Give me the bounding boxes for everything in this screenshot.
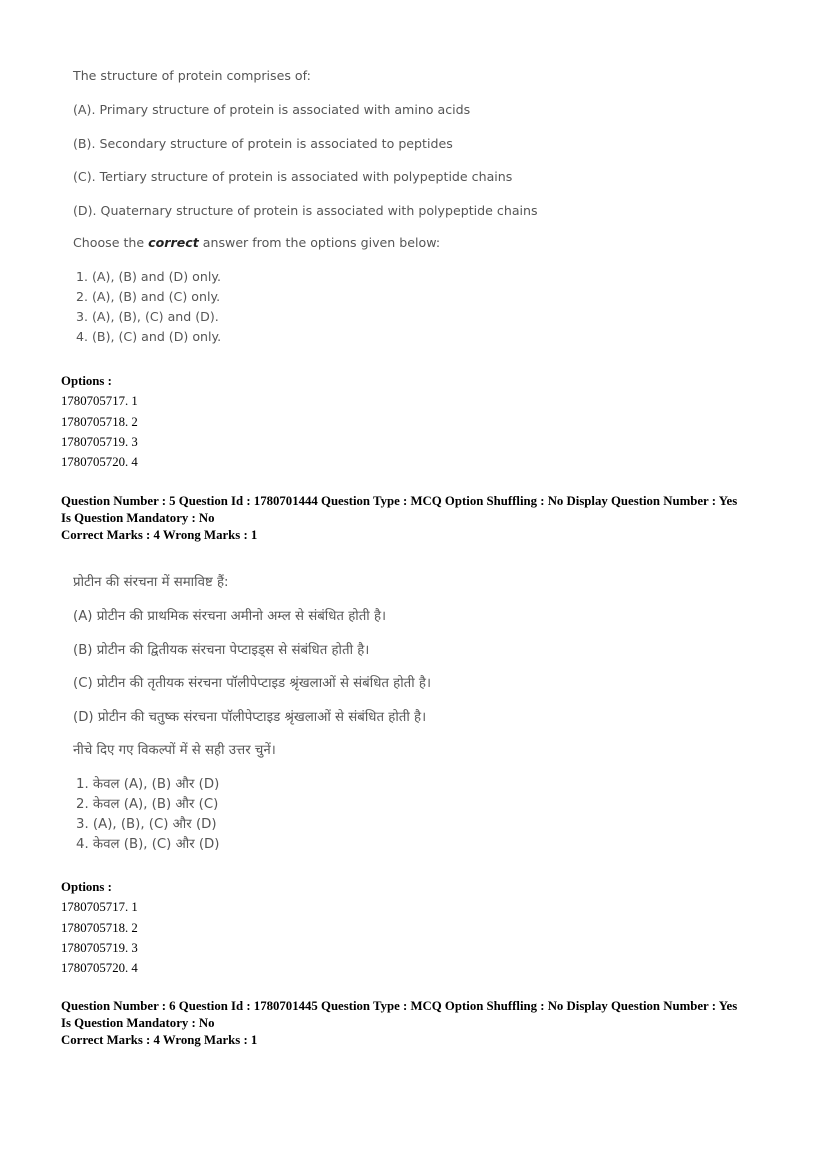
option-id: 1780705720. 4 [61,455,138,470]
option-id: 1780705718. 2 [61,414,138,429]
question-5-options [61,877,138,978]
question-6-meta [61,998,737,1049]
choice-4: 4. केवल (B), (C) और (D) [76,837,220,852]
choice-2: 2. केवल (A), (B) और (C) [76,797,219,812]
choice-3: 3. (A), (B), (C) and (D). [76,309,219,324]
choice-2: 2. (A), (B) and (C) only. [76,289,221,304]
choice-1: 1. (A), (B) and (D) only. [76,269,222,284]
option-id: 1780705717. 1 [61,900,138,915]
option-id: 1780705718. 2 [61,920,138,935]
question-5-stem: प्रोटीन की संरचना में समाविष्ट हैं: [73,575,229,590]
question-4-instruction: Choose the correct answer from the options given below: [73,235,441,250]
statement-a: (A) प्रोटीन की प्राथमिक संरचना अमीनो अम्ल से संबंधित होती है। [73,609,387,624]
question-4-options [61,371,138,472]
choice-3: 3. (A), (B), (C) और (D) [76,817,217,832]
option-id: 1780705720. 4 [61,961,138,976]
options-header: Options : [61,880,112,894]
statement-d: (D). Quaternary structure of protein is associated with polypeptide chains [73,203,538,218]
question-4-stem: The structure of protein comprises of: [73,68,311,83]
question-5-meta [61,493,737,544]
statement-a: (A). Primary structure of protein is associated with amino acids [73,102,471,117]
options-header: Options : [61,374,112,388]
option-id: 1780705719. 3 [61,434,138,449]
option-id: 1780705719. 3 [61,940,138,955]
question-5-marks: Correct Marks : 4 Wrong Marks : 1 [61,528,258,542]
statement-c: (C) प्रोटीन की तृतीयक संरचना पॉलीपेप्टाइड श्रृंखलाओं से संबंधित होती है। [73,676,432,691]
question-6-marks: Correct Marks : 4 Wrong Marks : 1 [61,1033,258,1047]
question-5-header: Question Number : 5 Question Id : 1780701444 Question Type : MCQ Option Shuffling : No Display Question Number : Yes [61,494,738,508]
statement-b: (B). Secondary structure of protein is associated to peptides [73,136,453,151]
choice-4: 4. (B), (C) and (D) only. [76,329,222,344]
option-id: 1780705717. 1 [61,394,138,409]
question-6-header: Question Number : 6 Question Id : 1780701445 Question Type : MCQ Option Shuffling : No Display Question Number : Yes [61,999,738,1013]
question-5-instruction: नीचे दिए गए विकल्पों में से सही उत्तर चुनें। [73,743,276,758]
question-6-mandatory: Is Question Mandatory : No [61,1016,215,1030]
statement-c: (C). Tertiary structure of protein is associated with polypeptide chains [73,169,513,184]
choice-1: 1. केवल (A), (B) और (D) [76,777,220,792]
question-5-mandatory: Is Question Mandatory : No [61,511,215,525]
statement-b: (B) प्रोटीन की द्वितीयक संरचना पेप्टाइड्स से संबंधित होती है। [73,643,370,658]
statement-d: (D) प्रोटीन की चतुष्क संरचना पॉलीपेप्टाइड श्रृंखलाओं से संबंधित होती है। [73,710,427,725]
